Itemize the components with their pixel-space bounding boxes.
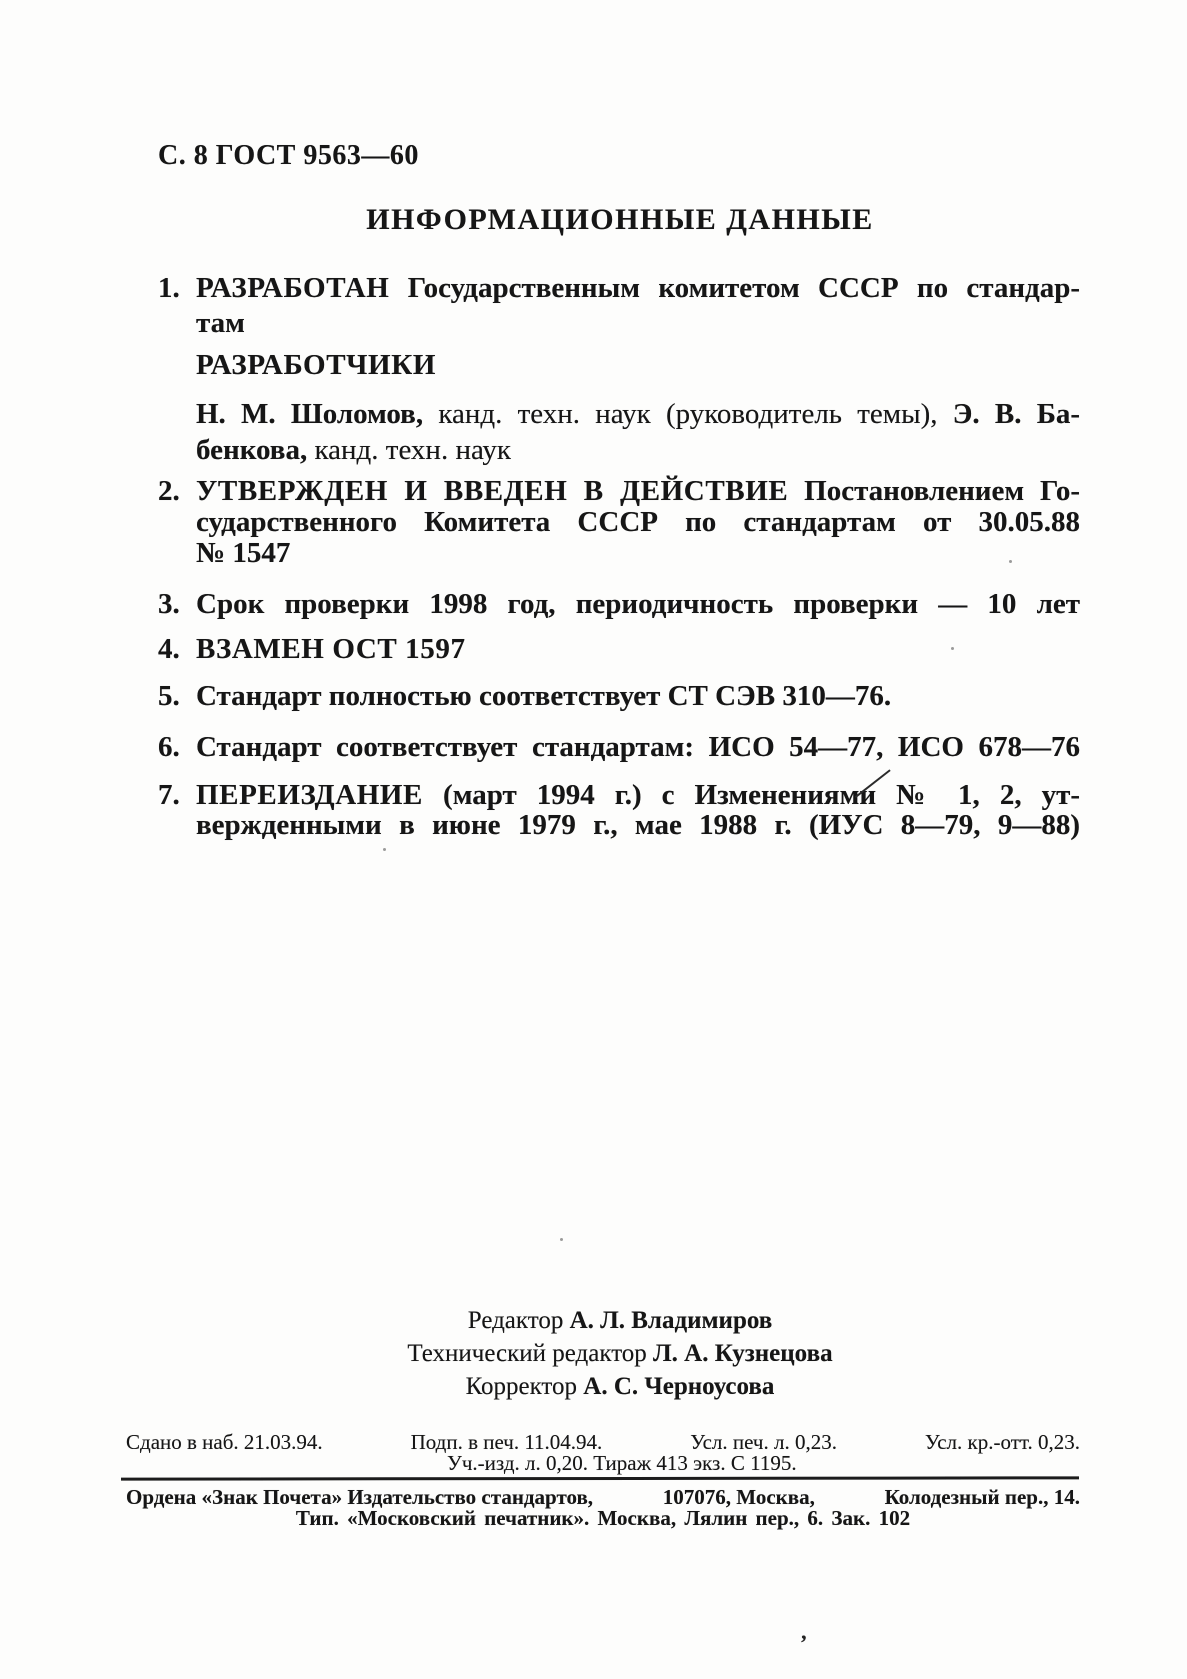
- scan-speck: [383, 848, 386, 851]
- item-text: [196, 632, 1080, 667]
- developer-degree: канд. техн. наук: [307, 434, 511, 466]
- editor-name: А. Л. Владимиров: [569, 1307, 773, 1334]
- section-title: [130, 202, 1110, 238]
- list-item-7: [158, 780, 1080, 840]
- publisher-name: Ордена «Знак Почета» Издательство стандартов,: [126, 1485, 594, 1509]
- developer-degree: канд. техн. наук (руководитель темы),: [423, 398, 953, 430]
- item-text: [196, 679, 1080, 714]
- imprint-print-sheets: Усл. печ. л. 0,23.: [690, 1430, 837, 1454]
- item-keyword: РАЗРАБОТАН: [196, 272, 390, 304]
- item-text: [196, 730, 1080, 765]
- editor-label: Редактор: [467, 1307, 570, 1334]
- item-line: [196, 476, 1080, 507]
- item-line-text: Постановлением Го-: [788, 475, 1081, 507]
- item-keyword: ПЕРЕИЗДАНИЕ: [196, 779, 424, 811]
- item-number: 2.: [158, 475, 180, 507]
- item-number: 1.: [158, 272, 180, 304]
- printer-line: Тип. «Московский печатник». Москва, Лялин пер., 6. Зак. 102: [295, 1506, 911, 1530]
- item-line-text: Государственным комитетом СССР по стандар-: [389, 272, 1080, 304]
- item-number: 3.: [158, 588, 180, 620]
- editor-line: [130, 1304, 1110, 1337]
- corrector-name: А. С. Черноусова: [583, 1373, 775, 1400]
- publisher-address: Колодезный пер., 14.: [884, 1485, 1080, 1509]
- developers-list: [196, 396, 1080, 468]
- scan-apostrophe-artifact: ’: [800, 1630, 808, 1655]
- list-item-3: [158, 587, 1080, 622]
- item-line: ВЗАМЕН ОСТ 1597: [196, 633, 466, 665]
- item-line: Срок проверки 1998 год, периодичность проверки — 10 лет: [196, 588, 1080, 620]
- section-title-text: ИНФОРМАЦИОННЫЕ ДАННЫЕ: [366, 203, 874, 236]
- imprint-typeset-date: Сдано в наб. 21.03.94.: [126, 1430, 323, 1454]
- list-item-2: [158, 476, 1080, 569]
- publisher-city: 107076, Москва,: [662, 1485, 815, 1509]
- corrector-line: [130, 1370, 1110, 1403]
- list-item-4: [158, 632, 1080, 667]
- scan-speck: [1009, 560, 1012, 563]
- item-line: Стандарт соответствует стандартам: ИСО 54—77, ИСО 678—76: [196, 731, 1080, 763]
- developers-subheading-text: РАЗРАБОТЧИКИ: [196, 349, 436, 381]
- item-number: 7.: [158, 779, 180, 811]
- item-line-text: (март 1994 г.) с Изменениями № 1, 2, ут-: [423, 779, 1080, 811]
- scan-speck: [560, 1238, 563, 1241]
- item-number: 5.: [158, 680, 180, 712]
- item-text: [196, 780, 1080, 840]
- item-line: [196, 271, 1080, 306]
- publisher-line: [126, 1486, 1080, 1508]
- developers-subheading: [196, 349, 436, 382]
- developer-name: Н. М. Шоломов,: [196, 398, 424, 430]
- developers-line: [196, 396, 1080, 432]
- imprint-ink-sheets: Усл. кр.-отт. 0,23.: [924, 1430, 1080, 1454]
- item-line: там: [196, 307, 245, 339]
- tech-editor-label: Технический редактор: [407, 1340, 654, 1367]
- developers-line: [196, 432, 1080, 468]
- item-text: [196, 587, 1080, 622]
- developer-name: Э. В. Ба-: [952, 398, 1081, 430]
- tech-editor-name: Л. А. Кузнецова: [653, 1340, 833, 1367]
- item-number: 4.: [158, 633, 180, 665]
- list-item-1: [158, 271, 1080, 341]
- imprint-divider-rule: [121, 1476, 1079, 1480]
- item-line: № 1547: [196, 537, 291, 569]
- developer-name: бенкова,: [196, 434, 308, 466]
- imprint-print-date: Подп. в печ. 11.04.94.: [410, 1430, 603, 1454]
- page-header: [158, 139, 419, 173]
- item-line: Стандарт полностью соответствует СТ СЭВ 310—76.: [196, 680, 892, 712]
- scan-speck: [951, 647, 954, 650]
- page-number-and-standard-label: С. 8 ГОСТ 9563—60: [158, 140, 419, 171]
- item-line: сударственного Комитета СССР по стандартам от 30.05.88: [196, 506, 1080, 538]
- item-line: [196, 780, 1080, 810]
- item-line: вержденными в июне 1979 г., мае 1988 г. (ИУС 8—79, 9—88): [196, 809, 1080, 841]
- list-item-6: [158, 730, 1080, 765]
- corrector-label: Корректор: [465, 1373, 584, 1400]
- tech-editor-line: [130, 1337, 1110, 1370]
- list-item-5: [158, 679, 1080, 714]
- item-number: 6.: [158, 731, 180, 763]
- imprint-line-2: Уч.-изд. л. 0,20. Тираж 413 экз. С 1195.: [447, 1451, 797, 1475]
- item-text: [196, 271, 1080, 341]
- editorial-credits: [130, 1304, 1110, 1403]
- item-keyword: УТВЕРЖДЕН И ВВЕДЕН В ДЕЙСТВИЕ: [196, 475, 789, 507]
- item-text: [196, 476, 1080, 569]
